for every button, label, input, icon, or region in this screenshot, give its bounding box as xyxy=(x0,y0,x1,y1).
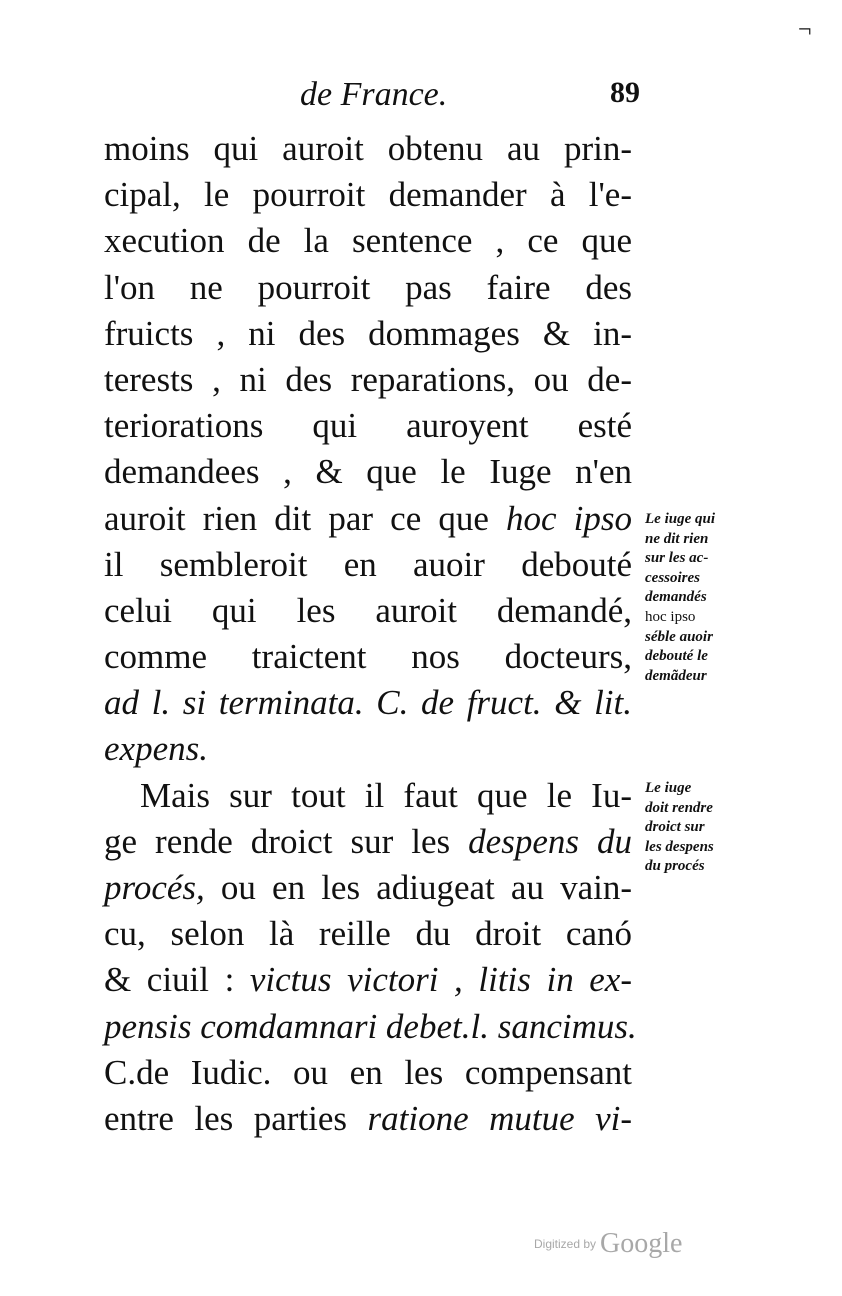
text-line: moins qui auroit obtenu au prin- xyxy=(104,129,632,168)
margin-note-line: les despens xyxy=(645,838,714,855)
watermark-brand: Google xyxy=(600,1228,683,1259)
citation-line: expens. xyxy=(104,729,208,769)
paragraph-start-line: Mais sur tout il faut que le Iu- xyxy=(140,775,632,815)
corner-mark: ¬ xyxy=(798,17,812,43)
margin-note-line: droict sur xyxy=(645,819,705,836)
text-span: auroit rien dit par ce que xyxy=(104,498,489,538)
body-text xyxy=(104,126,637,1142)
margin-note-line: cessoires xyxy=(645,569,700,586)
text-line: l'on ne pourroit pas faire des xyxy=(104,267,632,307)
latin-phrase: hoc ipso xyxy=(506,498,632,538)
text-span: ou en les adiugeat au vain- xyxy=(220,868,632,907)
margin-note-line: demandés xyxy=(645,589,707,606)
text-line xyxy=(104,1050,632,1096)
citation-line: pensis comdamnari debet.l. sancimus. xyxy=(104,1006,637,1046)
text-span: entre les parties xyxy=(104,1098,348,1138)
italic-word: procés, xyxy=(104,868,205,907)
latin-phrase: ratione mutue vi- xyxy=(367,1098,632,1138)
margin-note-line: séble auoir xyxy=(645,628,713,645)
text-span: ou en les compensant xyxy=(293,1052,632,1092)
margin-note-line: hoc ipso xyxy=(645,608,696,625)
text-span: & ciuil : xyxy=(104,960,235,1000)
text-line: celui qui les auroit demandé, xyxy=(104,590,632,630)
text-line: fruicts , ni des dommages & in- xyxy=(104,313,632,353)
margin-note-line: du procés xyxy=(645,858,705,875)
text-span: ge rende droict sur les xyxy=(104,821,451,861)
text-line xyxy=(104,957,632,1003)
text-line: cu, selon là reille du droit canó xyxy=(104,914,632,954)
citation-line: ad l. si terminata. C. de fruct. & lit. xyxy=(104,683,632,723)
text-line: terests , ni des reparations, ou de- xyxy=(104,359,632,399)
text-line: xecution de la sentence , ce que xyxy=(104,221,632,261)
latin-phrase: victus victori , litis in ex- xyxy=(249,960,632,1000)
text-line: cipal, le pourroit demander à l'e- xyxy=(104,175,632,215)
running-head: de France. xyxy=(300,76,448,113)
text-line: il sembleroit en auoir debouté xyxy=(104,544,632,584)
digitized-watermark xyxy=(534,1228,682,1260)
citation-span: C.de Iudic. xyxy=(104,1052,272,1092)
margin-note-line: Le iuge qui xyxy=(645,511,715,527)
watermark-prefix: Digitized by xyxy=(534,1237,597,1251)
margin-note-1 xyxy=(645,510,757,686)
text-line: demandees , & que le Iuge n'en xyxy=(104,452,632,492)
text-line xyxy=(104,1096,632,1142)
latin-phrase: despens du xyxy=(468,821,633,861)
margin-note-line: Le iuge xyxy=(645,780,692,796)
margin-note-line: ne dit rien xyxy=(645,530,709,547)
margin-note-line: demãdeur xyxy=(645,667,707,684)
page-header xyxy=(300,76,640,120)
text-line xyxy=(104,819,632,865)
page-number: 89 xyxy=(610,76,640,109)
text-line: comme traictent nos docteurs, xyxy=(104,637,632,677)
margin-note-line: debouté le xyxy=(645,648,708,665)
text-line xyxy=(104,865,632,911)
margin-note-line: sur les ac- xyxy=(645,550,709,567)
margin-note-line: doit rendre xyxy=(645,799,713,816)
text-line: teriorations qui auroyent esté xyxy=(104,406,632,446)
margin-note-2 xyxy=(645,779,757,877)
text-line xyxy=(104,496,632,542)
